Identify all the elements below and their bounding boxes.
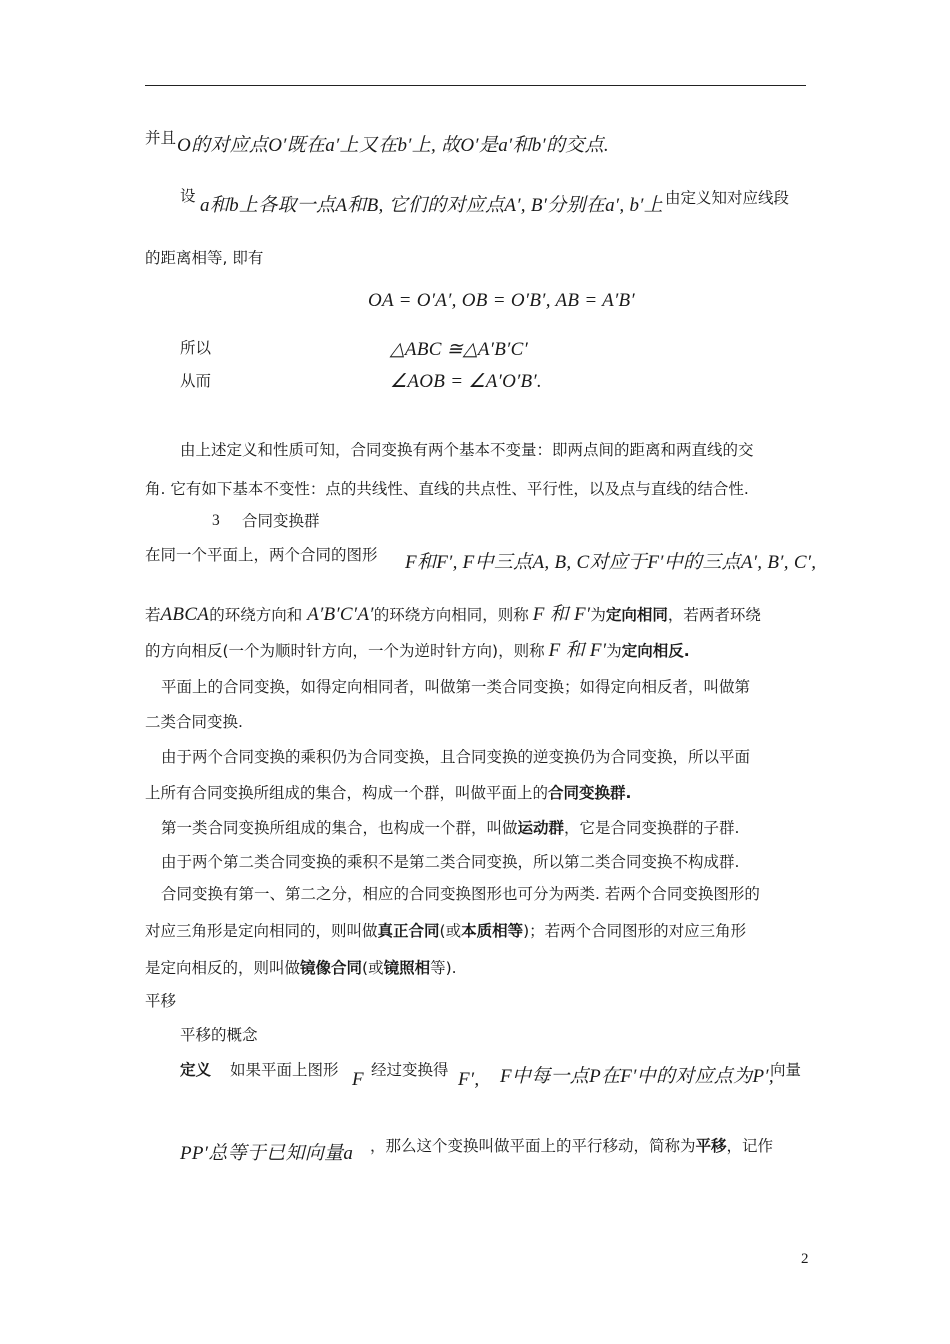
page-number: 2 <box>801 1251 809 1267</box>
math-line: PP′总等于已知向量a <box>180 1143 354 1164</box>
math-line: F和F′, F中三点A, B, C对应于F′中的三点A′, B′, C′, <box>405 552 817 573</box>
text-line: 设 <box>180 187 196 205</box>
section-number: 3 <box>212 512 220 529</box>
text-line: 若ABCA的环绕方向和 A′B′C′A′的环绕方向相同，则称 F 和 F′为定向相同，若两者环绕 <box>145 604 761 625</box>
section-title: 合同变换群 <box>242 512 320 530</box>
text-line: 的距离相等, 即有 <box>145 249 264 267</box>
subheading-translation-concept: 平移的概念 <box>180 1026 258 1044</box>
paragraph-line: 第一类合同变换所组成的集合，也构成一个群，叫做运动群，它是合同变换群的子群. <box>161 819 740 837</box>
paragraph-line: 合同变换有第一、第二之分，相应的合同变换图形也可分为两类. 若两个合同变换图形的 <box>161 885 760 903</box>
paragraph-line: 角. 它有如下基本不变性：点的共线性、直线的共点性、平行性，以及点与直线的结合性. <box>145 480 749 498</box>
text-line: 并且 <box>145 129 177 147</box>
paragraph-line: 对应三角形是定向相同的，则叫做真正合同(或本质相等)；若两个合同图形的对应三角形 <box>145 922 747 940</box>
text-line: 经过变换得 <box>371 1061 449 1079</box>
text-line: ，那么这个变换叫做平面上的平行移动，简称为平移，记作 <box>370 1137 774 1155</box>
formula-congruence: △ABC ≅△A′B′C′ <box>390 339 529 360</box>
math-symbol: F <box>352 1069 364 1090</box>
text-line: 由定义知对应线段 <box>665 189 790 207</box>
paragraph-line: 二类合同变换. <box>145 713 243 731</box>
text-line: 如果平面上图形 <box>230 1061 339 1079</box>
equation: OA = O′A′, OB = O′B′, AB = A′B′ <box>368 290 635 311</box>
text-line: 的方向相反(一个为顺时针方向，一个为逆时针方向)，则称 F 和 F′为定向相反. <box>145 640 690 661</box>
math-line: F中每一点P在F′中的对应点为P′, <box>500 1066 774 1087</box>
label-congerr: 从而 <box>180 372 212 390</box>
paragraph-line: 由于两个合同变换的乘积仍为合同变换，且合同变换的逆变换仍为合同变换，所以平面 <box>161 748 751 766</box>
math-symbol: F′, <box>458 1069 480 1090</box>
math-line: O的对应点O′既在a′上又在b′上, 故O′是a′和b′的交点. <box>177 135 609 156</box>
paragraph-line: 是定向相反的，则叫做镜像合同(或镜照相等). <box>145 959 457 977</box>
math-line: a和b上各取一点A和B, 它们的对应点A′, B′分别在a′, b′上 <box>200 195 664 216</box>
label-suoyi: 所以 <box>180 339 212 357</box>
paragraph-line: 平面上的合同变换，如得定向相同者，叫做第一类合同变换；如得定向相反者，叫做第 <box>161 678 751 696</box>
text-line: 向量 <box>770 1061 802 1079</box>
definition-label: 定义 <box>180 1061 212 1079</box>
formula-angle: ∠AOB = ∠A′O′B′. <box>390 371 542 392</box>
paragraph-line: 由上述定义和性质可知，合同变换有两个基本不变量：即两点间的距离和两直线的交 <box>180 441 754 459</box>
header-rule <box>145 85 806 86</box>
heading-translation: 平移 <box>145 992 177 1010</box>
text-line: 在同一个平面上，两个合同的图形 <box>145 546 378 564</box>
paragraph-line: 由于两个第二类合同变换的乘积不是第二类合同变换，所以第二类合同变换不构成群. <box>161 853 740 871</box>
paragraph-line: 上所有合同变换所组成的集合，构成一个群，叫做平面上的合同变换群. <box>145 784 632 802</box>
